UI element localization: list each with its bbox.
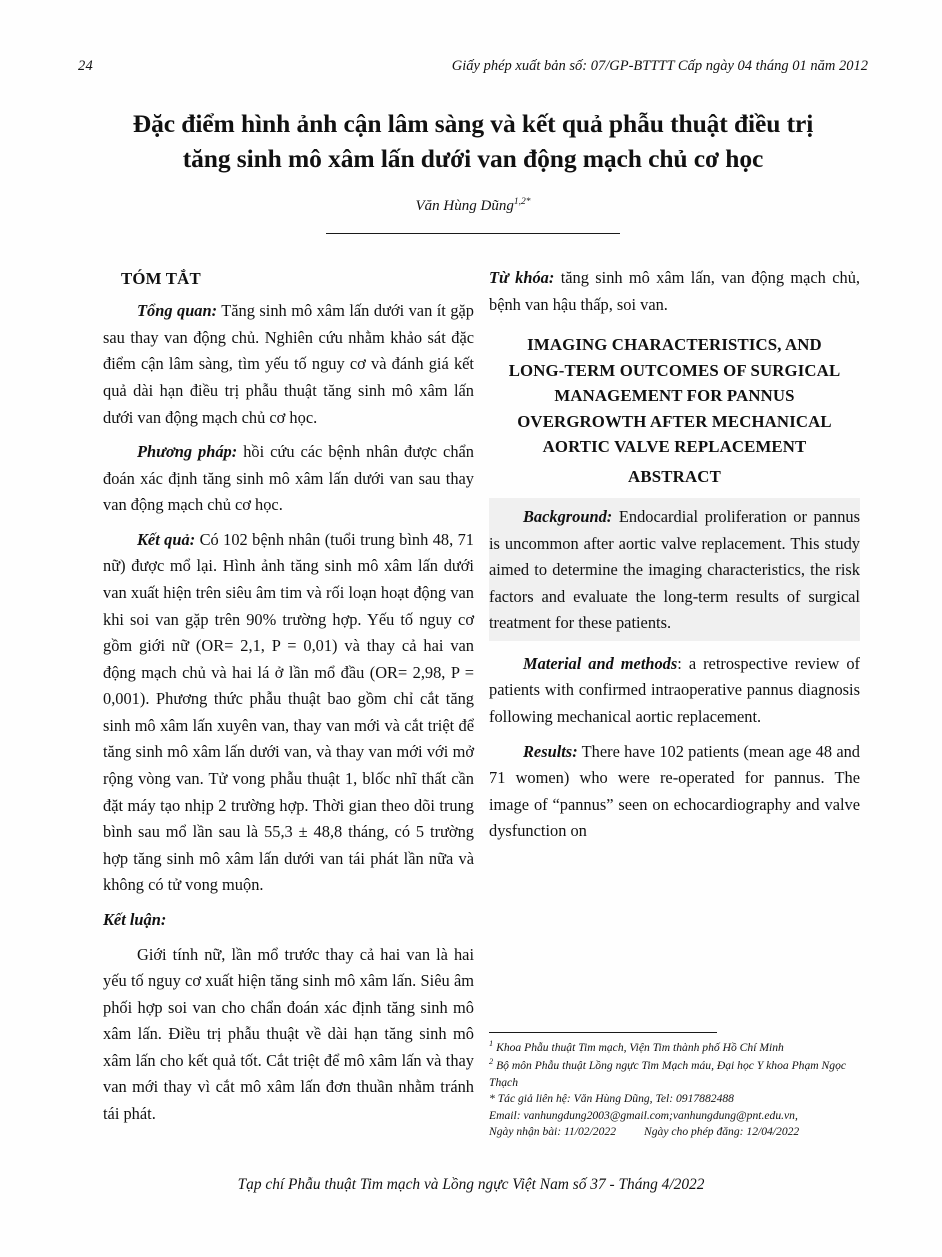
received-date: Ngày nhận bài: 11/02/2022 [489, 1124, 616, 1138]
footnote-2 [489, 1056, 860, 1091]
title-divider [326, 233, 620, 234]
author-line [78, 197, 868, 215]
english-title-line-2: LONG-TERM OUTCOMES OF SURGICAL [508, 360, 841, 380]
paragraph-ket-qua [103, 527, 474, 899]
footnote-corresponding-author: * Tác giả liên hệ: Văn Hùng Dũng, Tel: 0917882488 [489, 1092, 734, 1106]
left-column [103, 265, 474, 1128]
text-material-methods: : a retrospective review of patients with confirmed intraoperative pannus diagnosis following mechanical aortic replacement. [489, 653, 860, 727]
english-title-line-4: OVERGROWTH AFTER MECHANICAL [517, 411, 832, 431]
paragraph-material-methods [489, 651, 860, 731]
abstract-en-heading: ABSTRACT [628, 466, 721, 486]
english-title-line-5: AORTIC VALVE REPLACEMENT [542, 437, 807, 457]
paragraph-phuong-phap [103, 439, 474, 519]
footnote-dates [489, 1124, 860, 1140]
running-head [78, 58, 868, 75]
footnote-1 [489, 1038, 860, 1056]
page-number: 24 [78, 58, 94, 74]
text-results: There have 102 patients (mean age 48 and 71 women) who were re-operated for pannus. The image of “pannus” seen on echocardiography and valve dysfunction on [489, 741, 860, 841]
title-line-1: Đặc điểm hình ảnh cận lâm sàng và kết quả phẫu thuật điều trị [132, 109, 814, 138]
page-title [78, 106, 868, 176]
label-ket-luan: Kết luận: [103, 909, 167, 929]
title-block [78, 106, 868, 234]
english-title-line-1: IMAGING CHARACTERISTICS, AND [527, 335, 822, 355]
label-background: Background: [523, 507, 613, 527]
label-phuong-phap: Phương pháp: [137, 442, 238, 462]
footnote-divider [489, 1032, 717, 1033]
publication-license-text: Giấy phép xuất bản số: 07/GP-BTTTT Cấp ngày 04 tháng 01 năm 2012 [451, 58, 868, 74]
english-title [489, 332, 860, 460]
label-results: Results: [523, 741, 578, 761]
author-affiliation-marker: 1,2* [513, 197, 531, 208]
label-material-methods: Material and methods [523, 653, 678, 673]
background-section-highlight [489, 498, 860, 641]
paragraph-results [489, 739, 860, 845]
paragraph-keywords [489, 265, 860, 318]
page-footer: Tạp chí Phẫu thuật Tim mạch và Lồng ngực Việt Nam số 37 - Tháng 4/2022 [237, 1176, 705, 1193]
paragraph-tong-quan [103, 298, 474, 431]
footnote-2-text: Bộ môn Phẫu thuật Lồng ngực Tim Mạch máu, Đại học Y khoa Phạm Ngọc Thạch [489, 1059, 847, 1089]
paragraph-ket-luan: Giới tính nữ, lần mổ trước thay cả hai van là hai yếu tố nguy cơ xuất hiện tăng sinh mô xâm lấn. Siêu âm phối hợp soi van cho chẩn đoán xác định tăng sinh mô xâm lấn. Điều trị phẫu thuật về dài hạn tăng sinh mô xâm lấn cho kết quả tốt. Cắt triệt để mô xâm lấn và thay van mới thay vì cắt mô xâm lấn đơn thuần nhằm tránh tái phát. [103, 944, 474, 1123]
footnote-2-marker: 2 [489, 1057, 494, 1067]
accepted-date: Ngày cho phép đăng: 12/04/2022 [644, 1124, 800, 1138]
text-background: Endocardial proliferation or pannus is uncommon after aortic valve replacement. This study aimed to determine the imaging characteristics, the risk factors and evaluate the long-term results of surgical treatment for these patients. [489, 507, 860, 633]
label-ket-qua: Kết quả: [137, 529, 196, 549]
label-tong-quan: Tổng quan: [137, 301, 218, 321]
title-line-2: tăng sinh mô xâm lấn dưới van động mạch chủ cơ học [182, 144, 764, 174]
author-name: Văn Hùng Dũng [415, 198, 514, 215]
text-tong-quan: Tăng sinh mô xâm lấn dưới van ít gặp sau thay van động chủ. Nghiên cứu nhằm khảo sát đặc điểm cận lâm sàng, tìm yếu tố nguy cơ và đánh giá kết quả dài hạn điều trị phẫu thuật tăng sinh mô xâm lấn dưới van động mạch chủ cơ học. [103, 301, 474, 427]
text-tu-khoa: tăng sinh mô xâm lấn, van động mạch chủ, bệnh van hậu thấp, soi van. [489, 268, 860, 314]
label-tu-khoa: Từ khóa: [489, 268, 555, 287]
english-title-line-3: MANAGEMENT FOR PANNUS [554, 386, 795, 406]
footnote-1-text: Khoa Phẫu thuật Tim mạch, Viện Tim thành phố Hồ Chí Minh [493, 1040, 784, 1054]
text-ket-qua: Có 102 bệnh nhân (tuổi trung bình 48, 71 nữ) được mổ lại. Hình ảnh tăng sinh mô xâm lấn dưới van xuất hiện trên siêu âm tim và rối loạn hoạt động van khi soi van gặp trên 90% trường hợp. Yếu tố nguy cơ gồm giới nữ (OR= 2,1, P = 0,01) và thay cả hai van động mạch chủ và hai lá ở lần mổ đầu (OR= 2,98, P = 0,001). Phương thức phẫu thuật bao gồm chỉ cắt tăng sinh mô xâm lấn xuyên van, thay van mới và cắt triệt để tăng sinh mô xâm lấn dưới van, và thay van mới với mở rộng vòng van. Tử vong phẫu thuật 1, blốc nhĩ thất cần đặt máy tạo nhịp 2 trường hợp. Thời gian theo dõi trung bình sau mổ lần sau là 55,3 ± 48,8 tháng, có 5 trường hợp tăng sinh mô xâm lấn dưới van tái phát lần nữa và không có tử vong muộn. [103, 529, 474, 895]
footnote-block [489, 1032, 860, 1140]
footnote-email: Email: vanhungdung2003@gmail.com;vanhungdung@pnt.edu.vn, [489, 1108, 798, 1122]
right-column [489, 265, 860, 845]
footnote-1-marker: 1 [489, 1039, 494, 1048]
text-phuong-phap: hồi cứu các bệnh nhân được chẩn đoán xác định tăng sinh mô xâm lấn dưới van sau thay van động mạch chủ cơ học. [103, 442, 474, 515]
paragraph-background [489, 504, 860, 637]
abstract-vi-heading: TÓM TẮT [121, 269, 201, 288]
